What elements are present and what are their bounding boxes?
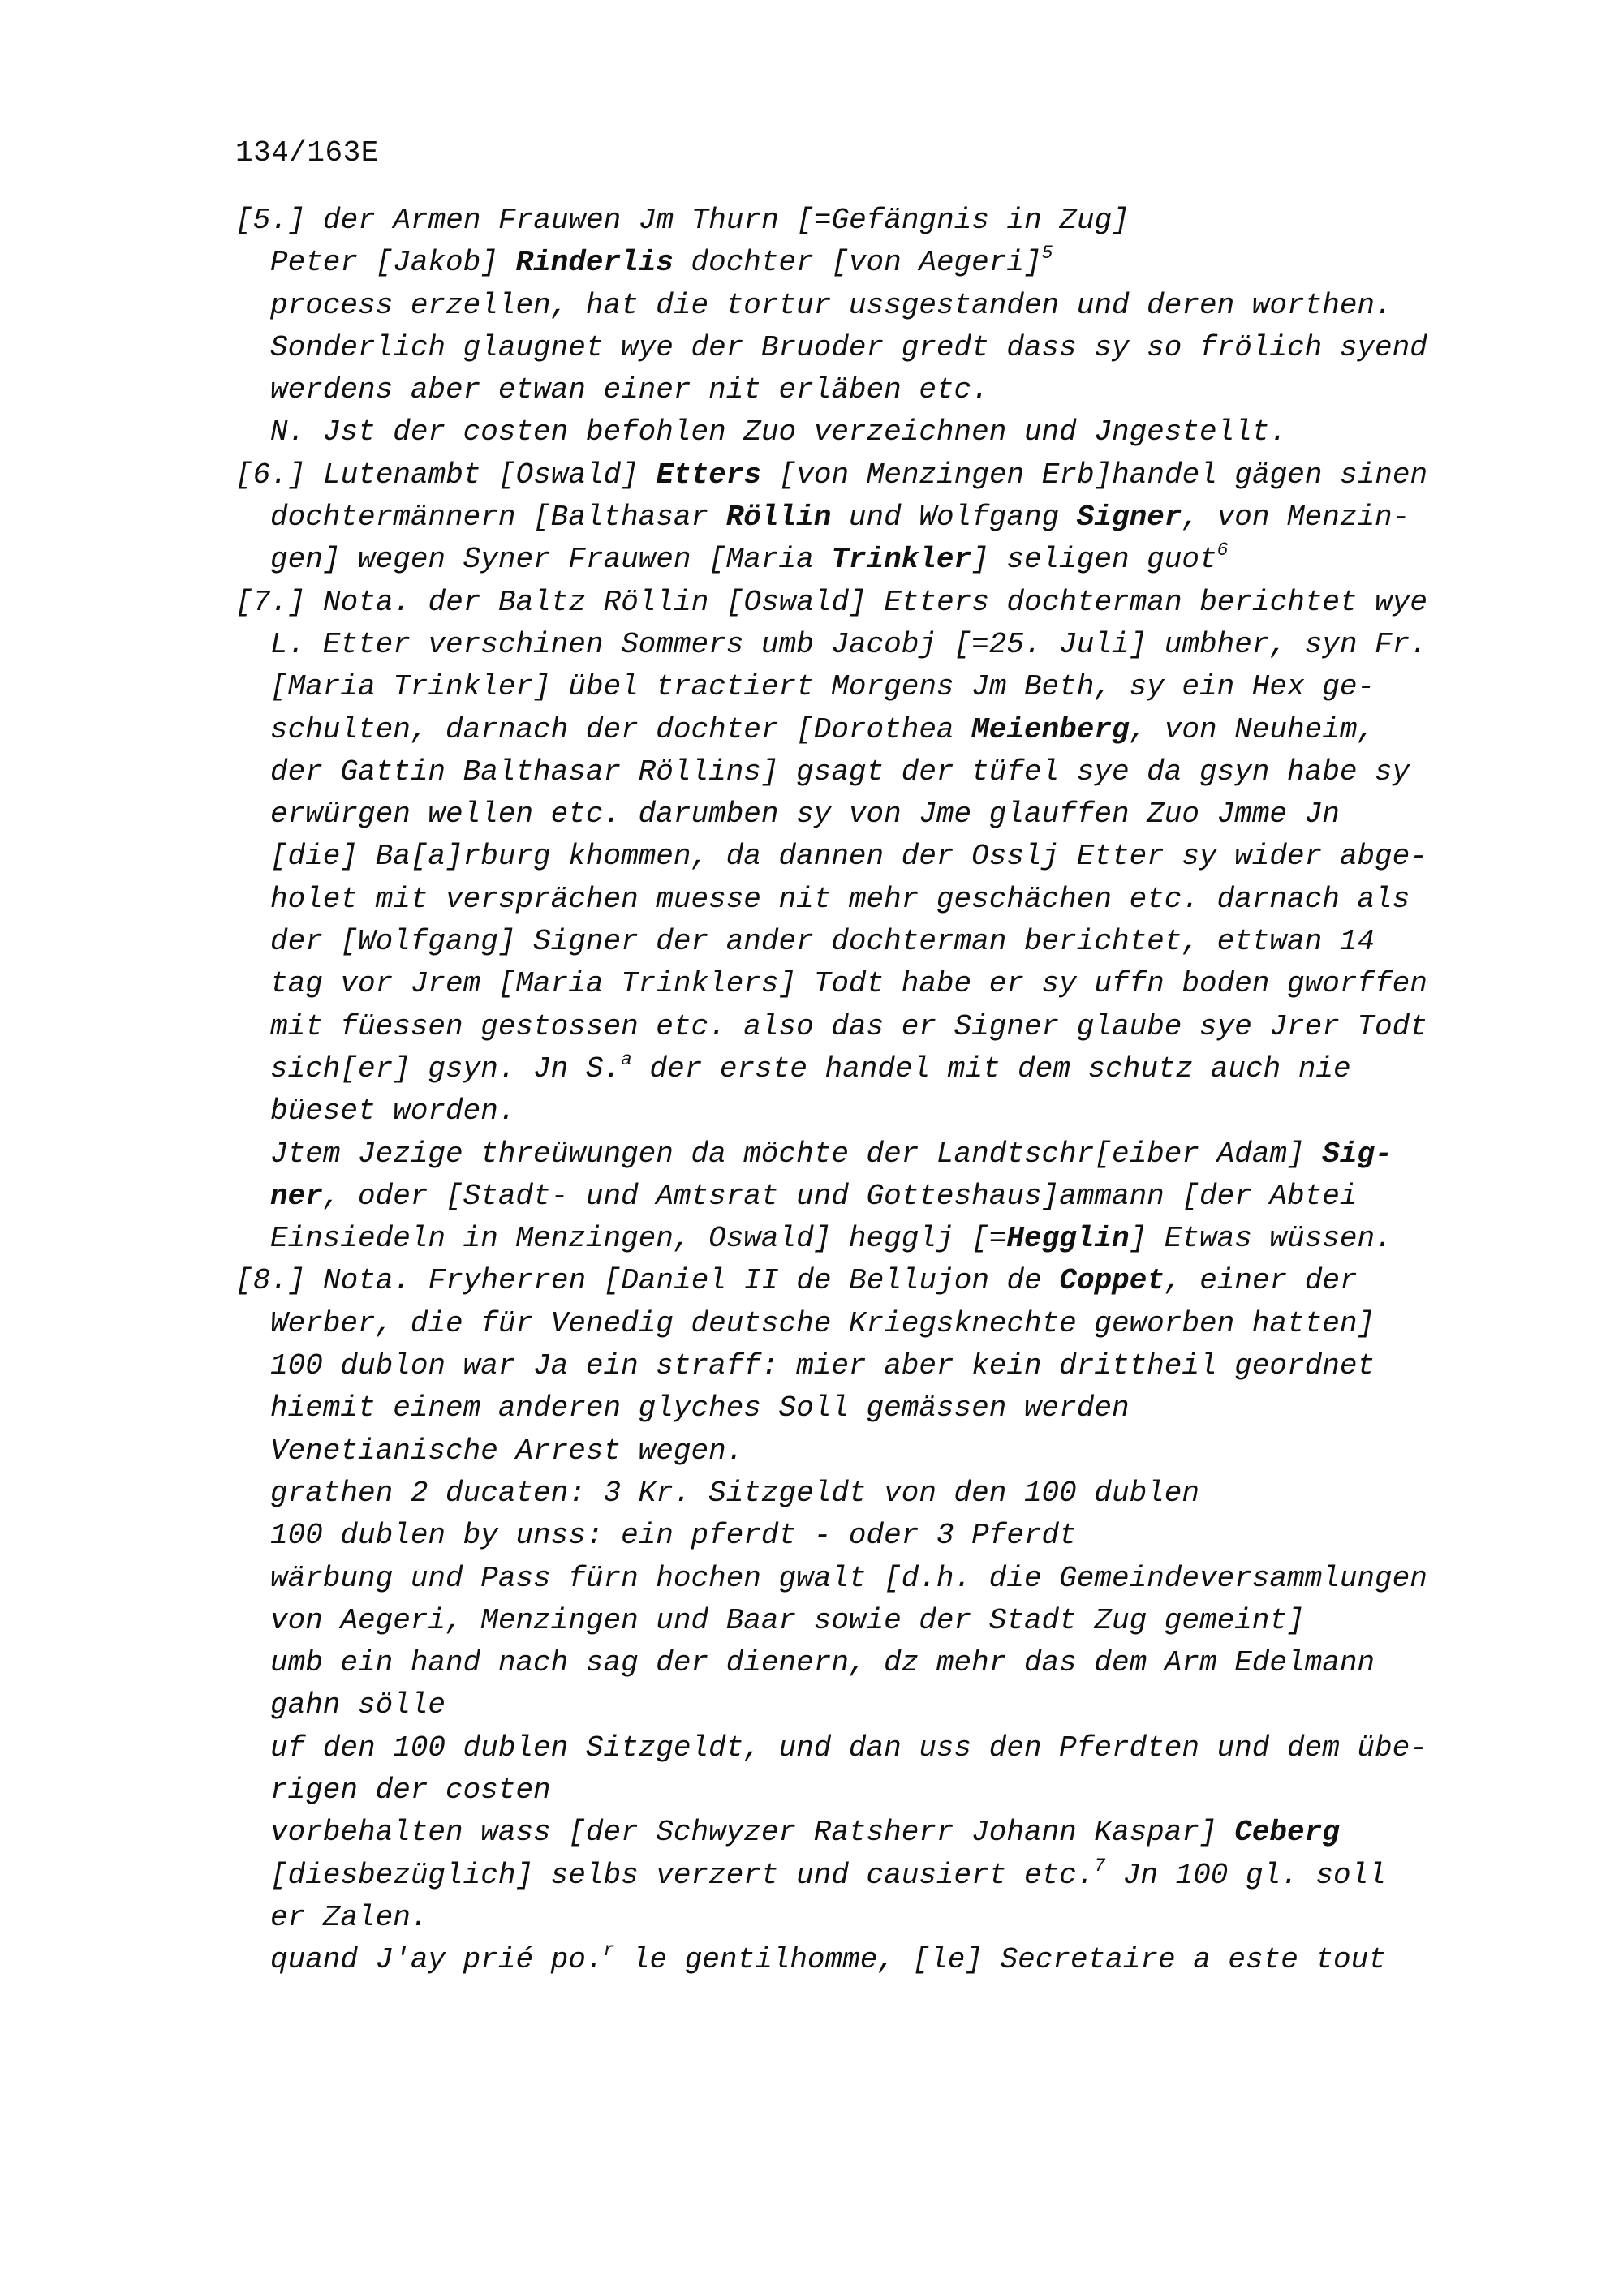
entry-text-line xyxy=(235,1812,1501,1854)
person-surname: Röllin xyxy=(725,501,832,535)
text-segment: , einer der xyxy=(1165,1264,1358,1298)
entry-text-line xyxy=(235,1600,1501,1642)
entry-heading-line xyxy=(235,454,1501,497)
entry-text-line xyxy=(235,1090,1501,1133)
entry-text-line xyxy=(235,1048,1501,1090)
entry-text-line xyxy=(235,242,1501,284)
person-surname: ner xyxy=(270,1179,323,1213)
entry-text-line xyxy=(235,1642,1501,1684)
entry-text-line xyxy=(235,1430,1501,1473)
text-segment: [5.] der Armen Frauwen Jm Thurn [=Gefängnis in Zug] xyxy=(235,204,1130,237)
text-segment: grathen 2 ducaten: 3 Kr. Sitzgeldt von den 100 dublen xyxy=(270,1476,1199,1510)
entry-text-line xyxy=(235,624,1501,666)
entry-6 xyxy=(235,454,1501,582)
text-segment: Jn 100 gl. soll xyxy=(1105,1858,1386,1892)
entry-heading-line xyxy=(235,200,1501,242)
text-segment: , oder [Stadt- und Amtsrat und Gotteshaus]ammann [der Abtei xyxy=(322,1179,1358,1213)
entry-text-line xyxy=(235,1558,1501,1600)
entry-text-line xyxy=(235,1303,1501,1345)
entry-text-line xyxy=(235,1515,1501,1557)
text-segment: 100 dublon war Ja ein straff: mier aber kein drittheil geordnet xyxy=(270,1349,1375,1383)
text-segment: vorbehalten wass [der Schwyzer Ratsherr Johann Kaspar] xyxy=(270,1816,1235,1850)
text-segment: , von Menzin- xyxy=(1182,501,1410,535)
text-segment: [8.] Nota. Fryherren [Daniel II de Bellujon de xyxy=(235,1264,1060,1298)
entry-text-line xyxy=(235,1473,1501,1515)
text-segment: holet mit versprächen muesse nit mehr geschächen etc. darnach als xyxy=(270,882,1410,916)
entry-text-line xyxy=(235,327,1501,369)
text-segment: gen] wegen Syner Frauwen [Maria xyxy=(270,543,832,577)
entry-text-line xyxy=(235,285,1501,327)
text-segment: Werber, die für Venedig deutsche Kriegsknechte geworben hatten] xyxy=(270,1306,1375,1340)
text-segment: schulten, darnach der dochter [Dorothea xyxy=(270,712,972,746)
text-segment: büeset worden. xyxy=(270,1094,516,1129)
text-segment: erwürgen wellen etc. darumben sy von Jme glauffen Zuo Jmme Jn xyxy=(270,798,1340,832)
entry-text-line xyxy=(235,1006,1501,1048)
text-segment: der erste handel mit dem schutz auch nie xyxy=(631,1051,1351,1086)
entry-text-line xyxy=(235,1133,1501,1176)
entry-text-line xyxy=(235,369,1501,411)
text-segment: sich[er] gsyn. Jn S. xyxy=(270,1051,622,1086)
text-segment: er Zalen. xyxy=(270,1900,428,1934)
footnote-marker: 5 xyxy=(1041,243,1053,264)
entry-text-line xyxy=(235,411,1501,454)
text-segment: der [Wolfgang] Signer der ander dochterman berichtet, ettwan 14 xyxy=(270,925,1375,959)
text-segment: dochter [von Aegeri] xyxy=(673,246,1042,280)
text-segment: , von Neuheim, xyxy=(1129,712,1375,746)
text-segment: N. Jst der costen befohlen Zuo verzeichnen und Jngestellt. xyxy=(270,415,1288,449)
footnote-marker: r xyxy=(603,1940,615,1962)
entry-text-line xyxy=(235,751,1501,793)
entry-heading-line xyxy=(235,1260,1501,1302)
text-segment: uf den 100 dublen Sitzgeldt, und dan uss den Pferdten und dem übe- xyxy=(270,1731,1427,1765)
text-segment: Jtem Jezige threüwungen da möchte der Landtschr[eiber Adam] xyxy=(270,1137,1323,1171)
entry-text-line xyxy=(235,1727,1501,1769)
person-surname: Rinderlis xyxy=(515,246,674,280)
entry-text-line xyxy=(235,1345,1501,1387)
protocol-entries xyxy=(235,200,1501,1981)
entry-text-line xyxy=(235,1176,1501,1218)
entry-text-line xyxy=(235,1218,1501,1260)
entry-5 xyxy=(235,200,1501,454)
footnote-marker: a xyxy=(621,1048,632,1070)
text-segment: Peter [Jakob] xyxy=(270,246,516,280)
text-segment: [von Menzingen Erb]handel gägen sinen xyxy=(761,458,1428,492)
entry-text-line xyxy=(235,539,1501,581)
entry-heading-line xyxy=(235,582,1501,624)
text-segment: hiemit einem anderen glyches Soll gemässen werden xyxy=(270,1391,1130,1425)
entry-8 xyxy=(235,1260,1501,1981)
text-segment: quand J'ay prié po. xyxy=(270,1943,604,1977)
text-segment: rigen der costen xyxy=(270,1773,551,1807)
text-segment: von Aegeri, Menzingen und Baar sowie der Stadt Zug gemeint] xyxy=(270,1603,1305,1637)
footnote-marker: 7 xyxy=(1094,1855,1106,1877)
entry-text-line xyxy=(235,879,1501,921)
person-surname: Hegglin xyxy=(1006,1222,1130,1256)
person-surname: Ceberg xyxy=(1234,1816,1340,1850)
text-segment: [die] Ba[a]rburg khommen, da dannen der Osslj Etter sy wider abge- xyxy=(270,840,1427,874)
entry-text-line xyxy=(235,497,1501,539)
person-surname: Etters xyxy=(656,458,762,492)
text-segment: mit füessen gestossen etc. also das er Signer glaube sye Jrer Todt xyxy=(270,1009,1427,1043)
entry-text-line xyxy=(235,1897,1501,1939)
text-segment: dochtermännern [Balthasar xyxy=(270,501,726,535)
person-surname: Coppet xyxy=(1059,1264,1165,1298)
text-segment: umb ein hand nach sag der dienern, dz mehr das dem Arm Edelmann xyxy=(270,1646,1375,1680)
text-segment: 100 dublen by unss: ein pferdt - oder 3 Pferdt xyxy=(270,1519,1077,1553)
text-segment: tag vor Jrem [Maria Trinklers] Todt habe er sy uffn boden gworffen xyxy=(270,967,1427,1001)
entry-text-line xyxy=(235,1769,1501,1812)
entry-text-line xyxy=(235,1684,1501,1726)
text-segment: Venetianische Arrest wegen. xyxy=(270,1434,744,1468)
footnote-marker: 6 xyxy=(1216,540,1229,561)
person-surname: Sig- xyxy=(1322,1137,1393,1171)
entry-text-line xyxy=(235,1855,1501,1897)
text-segment: [Maria Trinkler] übel tractiert Morgens Jm Beth, sy ein Hex ge- xyxy=(270,670,1375,704)
text-segment: L. Etter verschinen Sommers umb Jacobj [=25. Juli] umbher, syn Fr. xyxy=(270,627,1427,661)
text-segment: Einsiedeln in Menzingen, Oswald] hegglj [= xyxy=(270,1222,1007,1256)
page-number: 134/163E xyxy=(235,136,379,170)
entry-text-line xyxy=(235,666,1501,708)
person-surname: Meienberg xyxy=(971,712,1130,746)
entry-7 xyxy=(235,582,1501,1261)
text-segment: Sonderlich glaugnet wye der Bruoder gredt dass sy so frölich syend xyxy=(270,330,1427,364)
entry-text-line xyxy=(235,1939,1501,1981)
text-segment: werdens aber etwan einer nit erläben etc. xyxy=(270,373,989,407)
text-segment: wärbung und Pass fürn hochen gwalt [d.h. die Gemeindeversammlungen xyxy=(270,1561,1427,1595)
entry-text-line xyxy=(235,793,1501,836)
text-segment: ] seligen guot xyxy=(971,543,1217,577)
person-surname: Signer xyxy=(1076,501,1182,535)
text-segment: [diesbezüglich] selbs verzert und causiert etc. xyxy=(270,1858,1095,1892)
entry-text-line xyxy=(235,963,1501,1005)
text-segment: le gentilhomme, [le] Secretaire a este tout xyxy=(614,1943,1386,1977)
person-surname: Trinkler xyxy=(831,543,972,577)
text-segment: ] Etwas wüssen. xyxy=(1129,1222,1393,1256)
text-segment: [7.] Nota. der Baltz Röllin [Oswald] Etters dochterman berichtet wye xyxy=(235,585,1428,619)
entry-text-line xyxy=(235,836,1501,878)
entry-text-line xyxy=(235,921,1501,963)
entry-text-line xyxy=(235,709,1501,751)
text-segment: [6.] Lutenambt [Oswald] xyxy=(235,458,657,492)
text-segment: process erzellen, hat die tortur ussgestanden und deren worthen. xyxy=(270,288,1393,322)
entry-text-line xyxy=(235,1387,1501,1430)
text-segment: gahn sölle xyxy=(270,1688,446,1722)
text-segment: und Wolfgang xyxy=(831,501,1077,535)
text-segment: der Gattin Balthasar Röllins] gsagt der tüfel sye da gsyn habe sy xyxy=(270,755,1410,789)
